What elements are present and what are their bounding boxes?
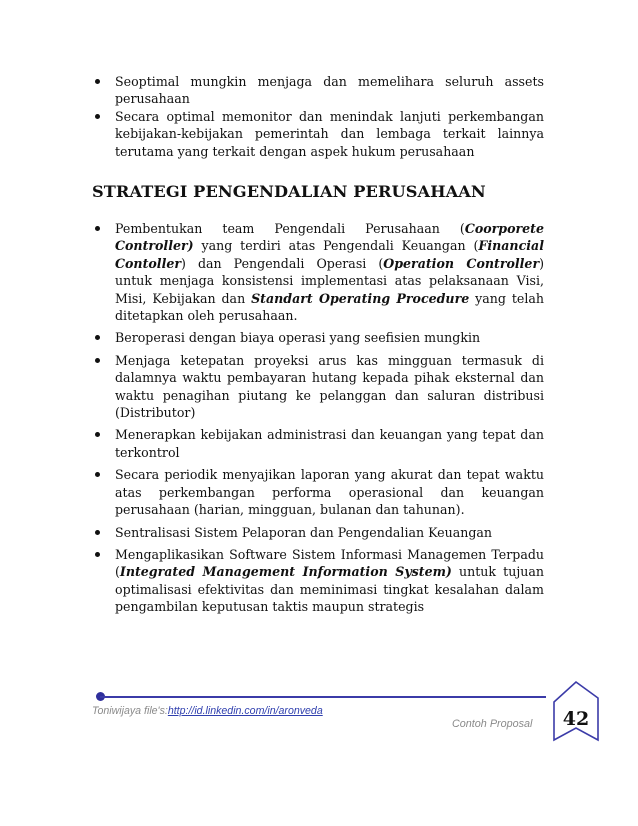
- bullet-item: Menerapkan kebijakan administrasi dan keuangan yang tepat dan terkontrol: [92, 426, 544, 461]
- footer-doc-label: Contoh Proposal: [452, 718, 533, 730]
- text-run: yang terdiri atas Pengendali Keuangan (: [193, 238, 479, 254]
- text-run: ) untuk menjaga konsistensi implementasi atas pelaksanaan Visi, Misi, Kebijakan dan: [115, 255, 544, 306]
- page-number: 42: [562, 708, 590, 730]
- bullet-item: [92, 546, 544, 616]
- strategy-bullet-list: [92, 220, 544, 621]
- footer-link[interactable]: http://id.linkedin.com/in/aronveda: [167, 705, 323, 717]
- bullet-item: Secara optimal memonitor dan menindak lanjuti perkembangan kebijakan-kebijakan pemerintah dan lembaga terkait lainnya terutama yang terkait dengan aspek hukum perusahaan: [92, 108, 544, 160]
- section-title: STRATEGI PENGENDALIAN PERUSAHAAN: [92, 182, 486, 201]
- footer-credit: [92, 705, 323, 717]
- text-run: untuk tujuan optimalisasi efektivitas dan meminimasi tingkat kesalahan dalam pengambilan keputusan taktis maupun strategis: [115, 564, 544, 615]
- text-run: ) dan Pengendali Operasi (: [181, 255, 384, 271]
- emphasis-text: Financial Contoller: [115, 238, 544, 271]
- bullet-item: Secara periodik menyajikan laporan yang akurat dan tepat waktu atas perkembangan performa operasional dan keuangan perusahaan (harian, mingguan, bulanan dan tahunan).: [92, 466, 544, 518]
- footer-divider: [100, 696, 546, 698]
- text-run: Pembentukan team Pengendali Perusahaan (: [115, 221, 465, 236]
- emphasis-text: Standart Operating Procedure: [251, 290, 470, 306]
- bullet-item: Beroperasi dengan biaya operasi yang seefisien mungkin: [92, 329, 544, 346]
- emphasis-text: Integrated Management Information System): [119, 564, 452, 580]
- bullet-item: Sentralisasi Sistem Pelaporan dan Pengendalian Keuangan: [92, 524, 544, 541]
- top-bullet-list: [92, 73, 544, 160]
- emphasis-text: Operation Controller: [383, 255, 540, 271]
- text-run: yang telah ditetapkan oleh perusahaan.: [115, 290, 544, 324]
- bullet-item: [92, 220, 544, 324]
- text-run: Mengaplikasikan Software Sistem Informasi Managemen Terpadu (: [115, 546, 544, 580]
- footer-author: Toniwijaya file's:: [92, 705, 168, 717]
- bullet-item: Seoptimal mungkin menjaga dan memelihara seluruh assets perusahaan: [92, 73, 544, 108]
- emphasis-text: Coorporete Controller): [115, 221, 544, 254]
- bullet-item: Menjaga ketepatan proyeksi arus kas mingguan termasuk di dalamnya waktu pembayaran hutang kepada pihak eksternal dan waktu penagihan piutang ke pelanggan dan saluran distribusi (Distributor): [92, 352, 544, 422]
